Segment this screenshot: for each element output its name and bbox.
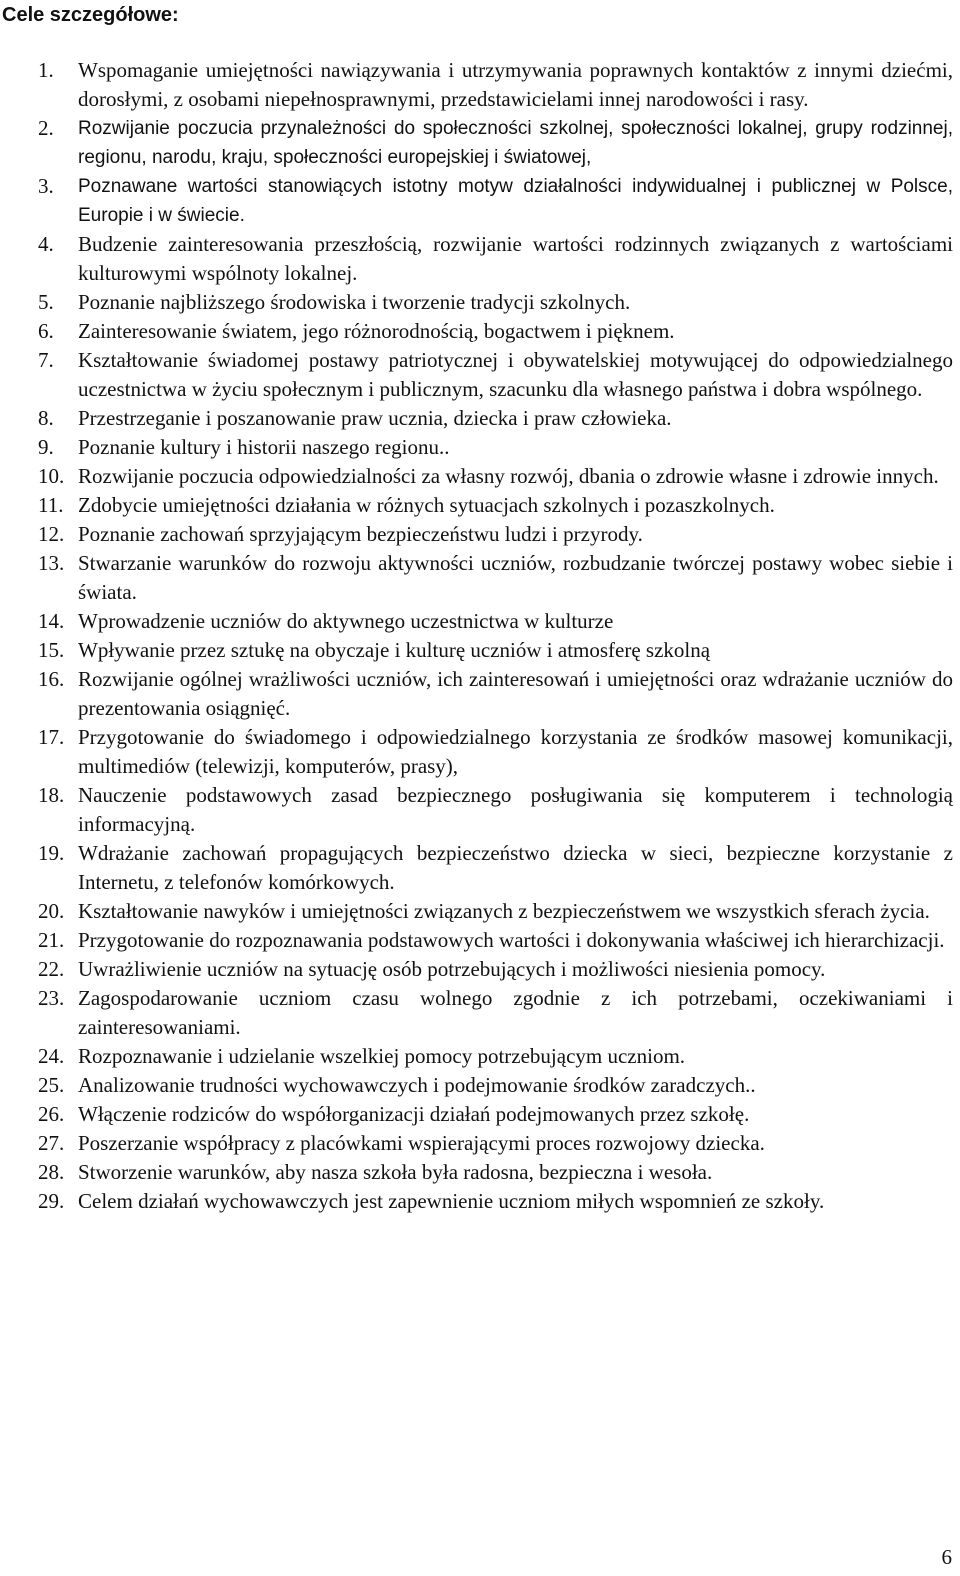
item-number: 6.	[38, 319, 54, 343]
list-item	[38, 984, 953, 1042]
item-number: 5.	[38, 290, 54, 314]
item-text: Uwrażliwienie uczniów na sytuację osób potrzebujących i możliwości niesienia pomocy.	[78, 957, 826, 981]
item-number: 12.	[38, 522, 65, 546]
item-number: 20.	[38, 899, 65, 923]
item-number: 2.	[38, 116, 54, 140]
list-item	[38, 172, 953, 230]
item-number: 21.	[38, 928, 65, 952]
item-number: 9.	[38, 435, 54, 459]
list-item	[38, 1158, 953, 1187]
item-text: Poznanie zachowań sprzyjającym bezpieczeństwu ludzi i przyrody.	[78, 522, 643, 546]
list-item	[38, 1187, 953, 1216]
item-number: 4.	[38, 232, 54, 256]
list-item	[38, 1042, 953, 1071]
item-text: Przygotowanie do świadomego i odpowiedzialnego korzystania ze środków masowej komunikacji, multimediów (telewizji, komputerów, prasy),	[78, 725, 953, 778]
list-item	[38, 1100, 953, 1129]
item-text: Budzenie zainteresowania przeszłością, rozwijanie wartości rodzinnych związanych z wartościami kulturowymi wspólnoty lokalnej.	[78, 232, 953, 285]
item-text: Przygotowanie do rozpoznawania podstawowych wartości i dokonywania właściwej ich hierarchizacji.	[78, 928, 945, 952]
list-item	[38, 897, 953, 926]
item-text: Wprowadzenie uczniów do aktywnego uczestnictwa w kulturze	[78, 609, 614, 633]
item-text: Rozwijanie poczucia odpowiedzialności za własny rozwój, dbania o zdrowie własne i zdrowie innych.	[78, 464, 939, 488]
item-number: 10.	[38, 464, 65, 488]
list-item	[38, 404, 953, 433]
list-item	[38, 665, 953, 723]
item-number: 17.	[38, 725, 65, 749]
item-number: 18.	[38, 783, 65, 807]
list-item	[38, 1129, 953, 1158]
item-text: Zagospodarowanie uczniom czasu wolnego zgodnie z ich potrzebami, oczekiwaniami i zainteresowaniami.	[78, 986, 953, 1039]
item-text: Stworzenie warunków, aby nasza szkoła była radosna, bezpieczna i wesoła.	[78, 1160, 713, 1184]
item-text: Analizowanie trudności wychowawczych i podejmowanie środków zaradczych..	[78, 1073, 756, 1097]
item-number: 22.	[38, 957, 65, 981]
list-item	[38, 520, 953, 549]
list-item	[38, 433, 953, 462]
item-number: 25.	[38, 1073, 65, 1097]
item-text: Poznanie kultury i historii naszego regionu..	[78, 435, 450, 459]
item-number: 15.	[38, 638, 65, 662]
list-item	[38, 636, 953, 665]
item-number: 1.	[38, 58, 54, 82]
item-text: Przestrzeganie i poszanowanie praw ucznia, dziecka i praw człowieka.	[78, 406, 672, 430]
item-number: 29.	[38, 1189, 65, 1213]
item-text: Poznawane wartości stanowiących istotny motyw działalności indywidualnej i publicznej w Polsce, Europie i w świecie.	[78, 176, 953, 226]
item-number: 7.	[38, 348, 54, 372]
list-item	[38, 462, 953, 491]
item-number: 3.	[38, 174, 54, 198]
item-text: Rozpoznawanie i udzielanie wszelkiej pomocy potrzebującym uczniom.	[78, 1044, 686, 1068]
item-text: Włączenie rodziców do współorganizacji działań podejmowanych przez szkołę.	[78, 1102, 750, 1126]
item-text: Zdobycie umiejętności działania w różnych sytuacjach szkolnych i pozaszkolnych.	[78, 493, 775, 517]
item-number: 24.	[38, 1044, 65, 1068]
item-text: Kształtowanie nawyków i umiejętności związanych z bezpieczeństwem we wszystkich sferach życia.	[78, 899, 930, 923]
item-text: Wpływanie przez sztukę na obyczaje i kulturę uczniów i atmosferę szkolną	[78, 638, 711, 662]
list-item	[38, 955, 953, 984]
list-item	[38, 346, 953, 404]
item-number: 26.	[38, 1102, 65, 1126]
goals-list	[38, 56, 953, 1216]
list-item	[38, 288, 953, 317]
item-number: 14.	[38, 609, 65, 633]
list-item	[38, 549, 953, 607]
page-number: 6	[941, 1545, 952, 1569]
list-item	[38, 230, 953, 288]
item-text: Kształtowanie świadomej postawy patriotycznej i obywatelskiej motywującej do odpowiedzialnego uczestnictwa w życiu społecznym i publicznym, szacunku dla własnego państwa i dobra wspólnego.	[78, 348, 953, 401]
item-number: 19.	[38, 841, 65, 865]
item-number: 28.	[38, 1160, 65, 1184]
list-item	[38, 56, 953, 114]
list-item	[38, 114, 953, 172]
list-item	[38, 1071, 953, 1100]
item-text: Poznanie najbliższego środowiska i tworzenie tradycji szkolnych.	[78, 290, 631, 314]
list-item	[38, 781, 953, 839]
item-text: Poszerzanie współpracy z placówkami wspierającymi proces rozwojowy dziecka.	[78, 1131, 765, 1155]
list-item	[38, 723, 953, 781]
item-number: 27.	[38, 1131, 65, 1155]
item-text: Zainteresowanie światem, jego różnorodnością, bogactwem i pięknem.	[78, 319, 675, 343]
item-text: Stwarzanie warunków do rozwoju aktywności uczniów, rozbudzanie twórczej postawy wobec siebie i świata.	[78, 551, 953, 604]
item-number: 23.	[38, 986, 65, 1010]
item-number: 8.	[38, 406, 54, 430]
item-text: Rozwijanie ogólnej wrażliwości uczniów, ich zainteresowań i umiejętności oraz wdrażanie uczniów do prezentowania osiągnięć.	[78, 667, 953, 720]
item-text: Celem działań wychowawczych jest zapewnienie uczniom miłych wspomnień ze szkoły.	[78, 1189, 825, 1213]
list-item	[38, 607, 953, 636]
list-item	[38, 839, 953, 897]
item-text: Wdrażanie zachowań propagujących bezpieczeństwo dziecka w sieci, bezpieczne korzystanie z Internetu, z telefonów komórkowych.	[78, 841, 953, 894]
item-number: 13.	[38, 551, 65, 575]
list-item	[38, 926, 953, 955]
item-number: 11.	[38, 493, 64, 517]
page-heading: Cele szczegółowe:	[2, 4, 179, 26]
list-item	[38, 491, 953, 520]
item-text: Wspomaganie umiejętności nawiązywania i utrzymywania poprawnych kontaktów z innymi dziećmi, dorosłymi, z osobami niepełnosprawnymi, przedstawicielami innej narodowości i rasy.	[78, 58, 953, 111]
item-text: Nauczenie podstawowych zasad bezpiecznego posługiwania się komputerem i technologią informacyjną.	[78, 783, 953, 836]
item-text: Rozwijanie poczucia przynależności do społeczności szkolnej, społeczności lokalnej, grupy rodzinnej, regionu, narodu, kraju, społeczności europejskiej i światowej,	[78, 118, 953, 168]
list-item	[38, 317, 953, 346]
item-number: 16.	[38, 667, 65, 691]
